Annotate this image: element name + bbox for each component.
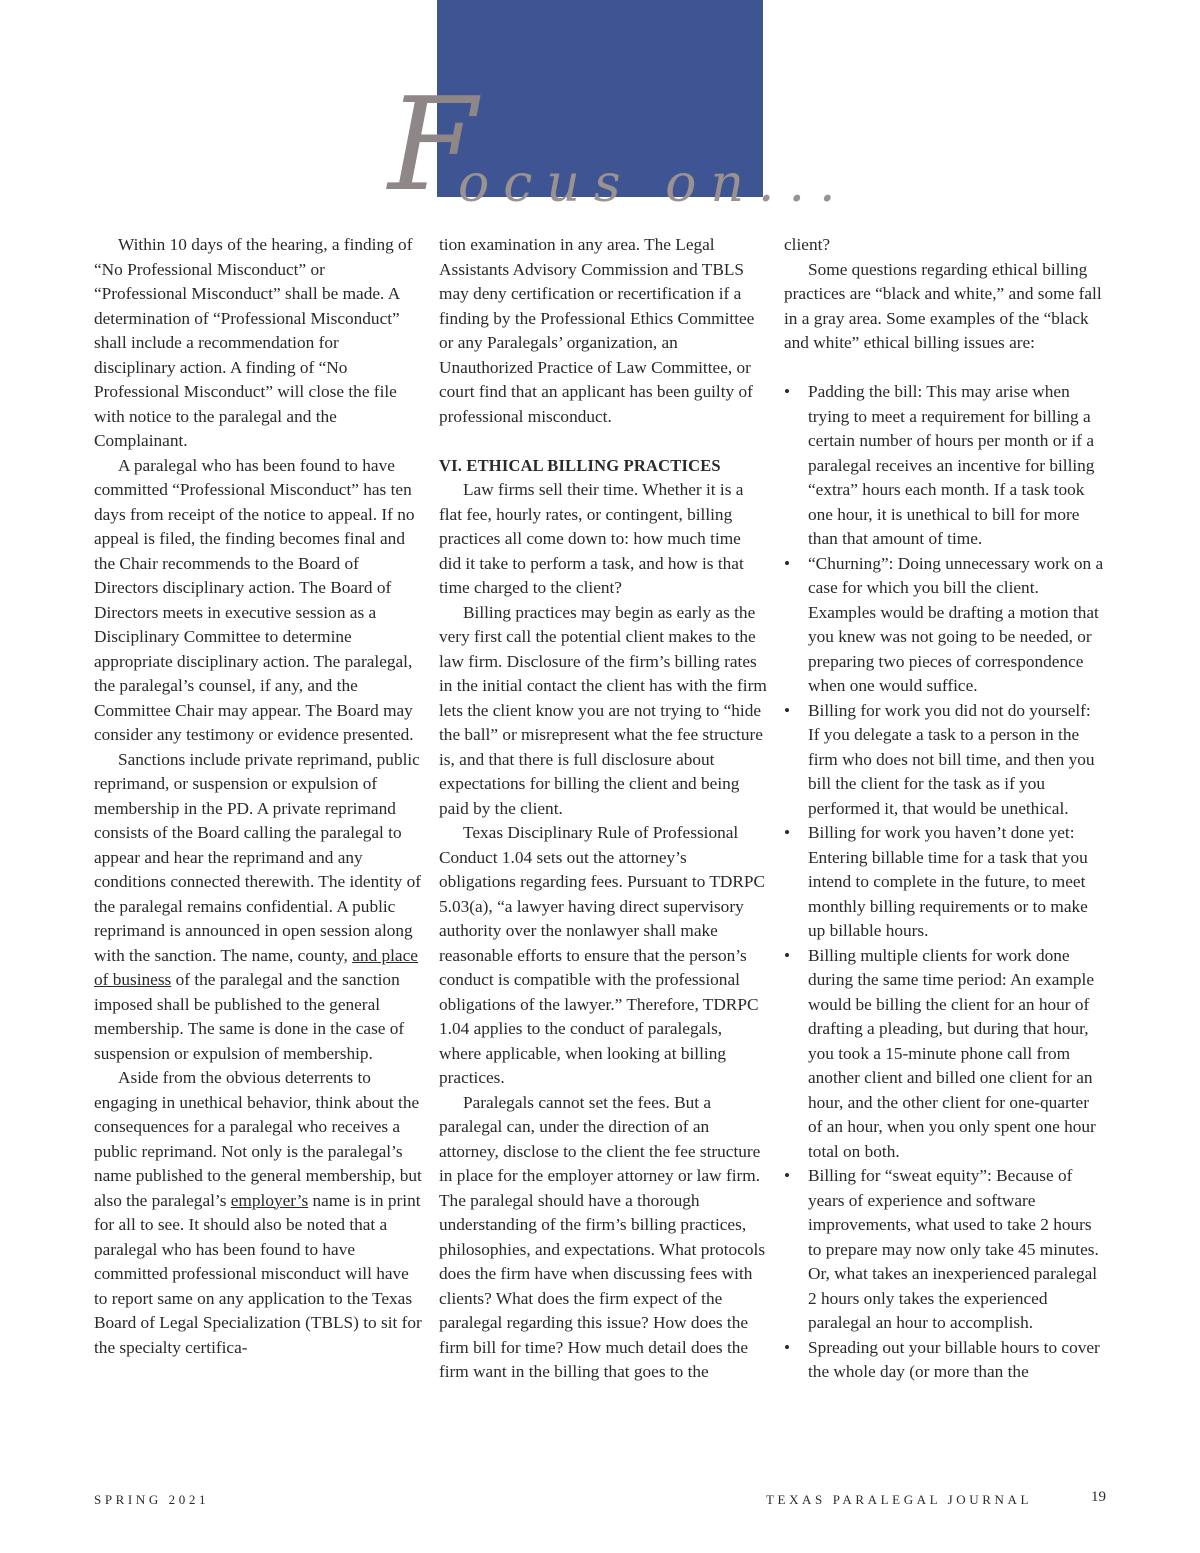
list-item-text: “Churning”: Doing unnecessary work on a case for which you bill the client. Examples would be drafting a motion that you knew was not going to be needed, or preparing two pieces of correspondence when one would suffice. xyxy=(808,553,1104,695)
section-title xyxy=(388,71,850,222)
section-heading: VI. ETHICAL BILLING PRACTICES xyxy=(439,455,721,475)
paragraph: Within 10 days of the hearing, a finding of “No Professional Misconduct” or “Professional Misconduct” shall be made. A determination of “Professional Misconduct” shall include a recommendation for disciplinary action. A finding of “No Professional Misconduct” will close the file with notice to the paralegal and the Complainant. xyxy=(94,235,413,450)
list-item-text: Billing for work you did not do yourself: If you delegate a task to a person in the firm who does not bill time, and then you bill the client for the task as if you performed it, that would be unethical. xyxy=(808,700,1095,818)
paragraph-text: Sanctions include private reprimand, public reprimand, or suspension or expulsion of membership in the PD. A private reprimand consists of the Board calling the paralegal to appear and hear the reprimand and any conditions connected therewith. The identity of the paralegal remains confidential. A public reprimand is announced in open session along with the sanction. The name, county, xyxy=(94,749,421,965)
paragraph: Paralegals cannot set the fees. But a paralegal can, under the direction of an attorney, disclose to the client the fee structure in place for the employer attorney or law firm. The paralegal should have a thorough understanding of the firm’s billing practices, philosophies, and expectations. What protocols does the firm have when discussing fees with clients? What does the firm expect of the paralegal regarding this issue? How does the firm bill for time? How much detail does the firm want in the billing that goes to the xyxy=(439,1092,766,1381)
column-left xyxy=(94,233,422,1360)
paragraph-text: name is in print for all to see. It should also be noted that a paralegal who has been found to have committed professional misconduct will have to report same on any application to the Texas Board of Legal Specialization (TBLS) to sit for the specialty certifica- xyxy=(94,1190,422,1357)
paragraph: client? xyxy=(784,235,831,254)
list-item-text: Billing for work you haven’t done yet: Entering billable time for a task that you intend to complete in the future, to meet monthly billing requirements or to make up billable hours. xyxy=(808,823,1088,940)
paragraph-text: of the paralegal and the sanction imposed shall be published to the general membership. The same is done in the case of suspension or expulsion of membership. xyxy=(94,970,405,1063)
underlined-text: employer’s xyxy=(230,1190,309,1210)
paragraph: A paralegal who has been found to have committed “Professional Misconduct” has ten days from receipt of the notice to appeal. If no appeal is filed, the finding becomes final and the Chair recommends to the Board of Directors disciplinary action. The Board of Directors meets in executive session as a Disciplinary Committee to determine appropriate disciplinary action. The paralegal, the paralegal’s counsel, if any, and the Committee Chair may appear. The Board may consider any testimony or evidence presented. xyxy=(94,455,415,744)
list-item xyxy=(784,1164,1106,1336)
list-item-text: Billing for “sweat equity”: Because of years of experience and software improvements, what used to take 2 hours to prepare may now only take 45 minutes. Or, what takes an inexperienced paralegal 2 hours only takes the experienced paralegal an hour to accomplish. xyxy=(808,1166,1099,1332)
section-title-rest: ocus on... xyxy=(458,154,850,214)
page-number: 19 xyxy=(1091,1489,1106,1505)
footer-publication: TEXAS PARALEGAL JOURNAL xyxy=(765,1492,1032,1507)
paragraph: Law firms sell their time. Whether it is a flat fee, hourly rates, or contingent, billing practices all come down to: how much time did it take to perform a task, and how is that time charged to the client? xyxy=(439,480,744,597)
column-right xyxy=(784,233,1106,1385)
bullet-list xyxy=(784,380,1106,1385)
list-item-text: Spreading out your billable hours to cover the whole day (or more than the xyxy=(808,1337,1100,1381)
list-item xyxy=(784,552,1106,699)
bullet-icon: • xyxy=(784,823,791,842)
column-middle xyxy=(439,233,767,1385)
list-item-text: Billing multiple clients for work done during the same time period: An example would be billing the client for an hour of drafting a pleading, but during that hour, you took a 15-minute phone call from another client and billed one client for an hour, and the other client for one-quarter of an hour, when you only spent one hour total on both. xyxy=(808,945,1096,1161)
bullet-icon: • xyxy=(784,1166,791,1185)
spacer xyxy=(439,429,767,454)
paragraph: tion examination in any area. The Legal Assistants Advisory Commission and TBLS may deny certification or recertification if a finding by the Professional Ethics Committee or any Paralegals’ organization, an Unauthorized Practice of Law Committee, or court find that an applicant has been guilty of professional misconduct. xyxy=(439,235,755,426)
section-title-initial: F xyxy=(388,71,477,220)
paragraph xyxy=(94,1066,422,1360)
bullet-icon: • xyxy=(784,382,791,401)
paragraph-text: Aside from the obvious deterrents to engaging in unethical behavior, think about the consequences for a paralegal who receives a public reprimand. Not only is the paralegal’s name published to the general membership, but also the paralegal’s xyxy=(94,1068,422,1210)
list-item xyxy=(784,821,1106,944)
bullet-icon: • xyxy=(784,945,791,965)
bullet-icon: • xyxy=(784,1337,791,1357)
list-item xyxy=(784,1336,1106,1385)
underlined-text: and place of business xyxy=(94,945,418,989)
bullet-icon: • xyxy=(784,553,791,573)
list-item-text: Padding the bill: This may arise when trying to meet a requirement for billing a certain number of hours per month or if a paralegal receives an incentive for billing “extra” hours each month. If a task took one hour, it is unethical to bill for more than that amount of time. xyxy=(808,382,1095,548)
list-item xyxy=(784,380,1106,552)
paragraph: Texas Disciplinary Rule of Professional Conduct 1.04 sets out the attorney’s obligations regarding fees. Pursuant to TDRPC 5.03(a), “a lawyer having direct supervisory authority over the nonlawyer shall make reasonable efforts to ensure that the person’s conduct is compatible with the professional obligations of the lawyer.” Therefore, TDRPC 1.04 applies to the conduct of paralegals, where applicable, when looking at billing practices. xyxy=(439,823,766,1087)
list-item xyxy=(784,944,1106,1165)
paragraph xyxy=(94,748,422,1067)
footer-issue: SPRING 2021 xyxy=(94,1492,210,1507)
list-item xyxy=(784,699,1106,822)
bullet-icon: • xyxy=(784,700,791,720)
spacer xyxy=(784,356,1106,381)
paragraph: Some questions regarding ethical billing practices are “black and white,” and some fall in a gray area. Some examples of the “black and white” ethical billing issues are: xyxy=(784,259,1102,352)
paragraph: Billing practices may begin as early as the very first call the potential client makes to the law firm. Disclosure of the firm’s billing rates in the initial contact the client has with the firm lets the client know you are not trying to “hide the ball” or misrepresent what the fee structure is, and that there is full disclosure about expectations for billing the client and being paid by the client. xyxy=(439,602,767,818)
